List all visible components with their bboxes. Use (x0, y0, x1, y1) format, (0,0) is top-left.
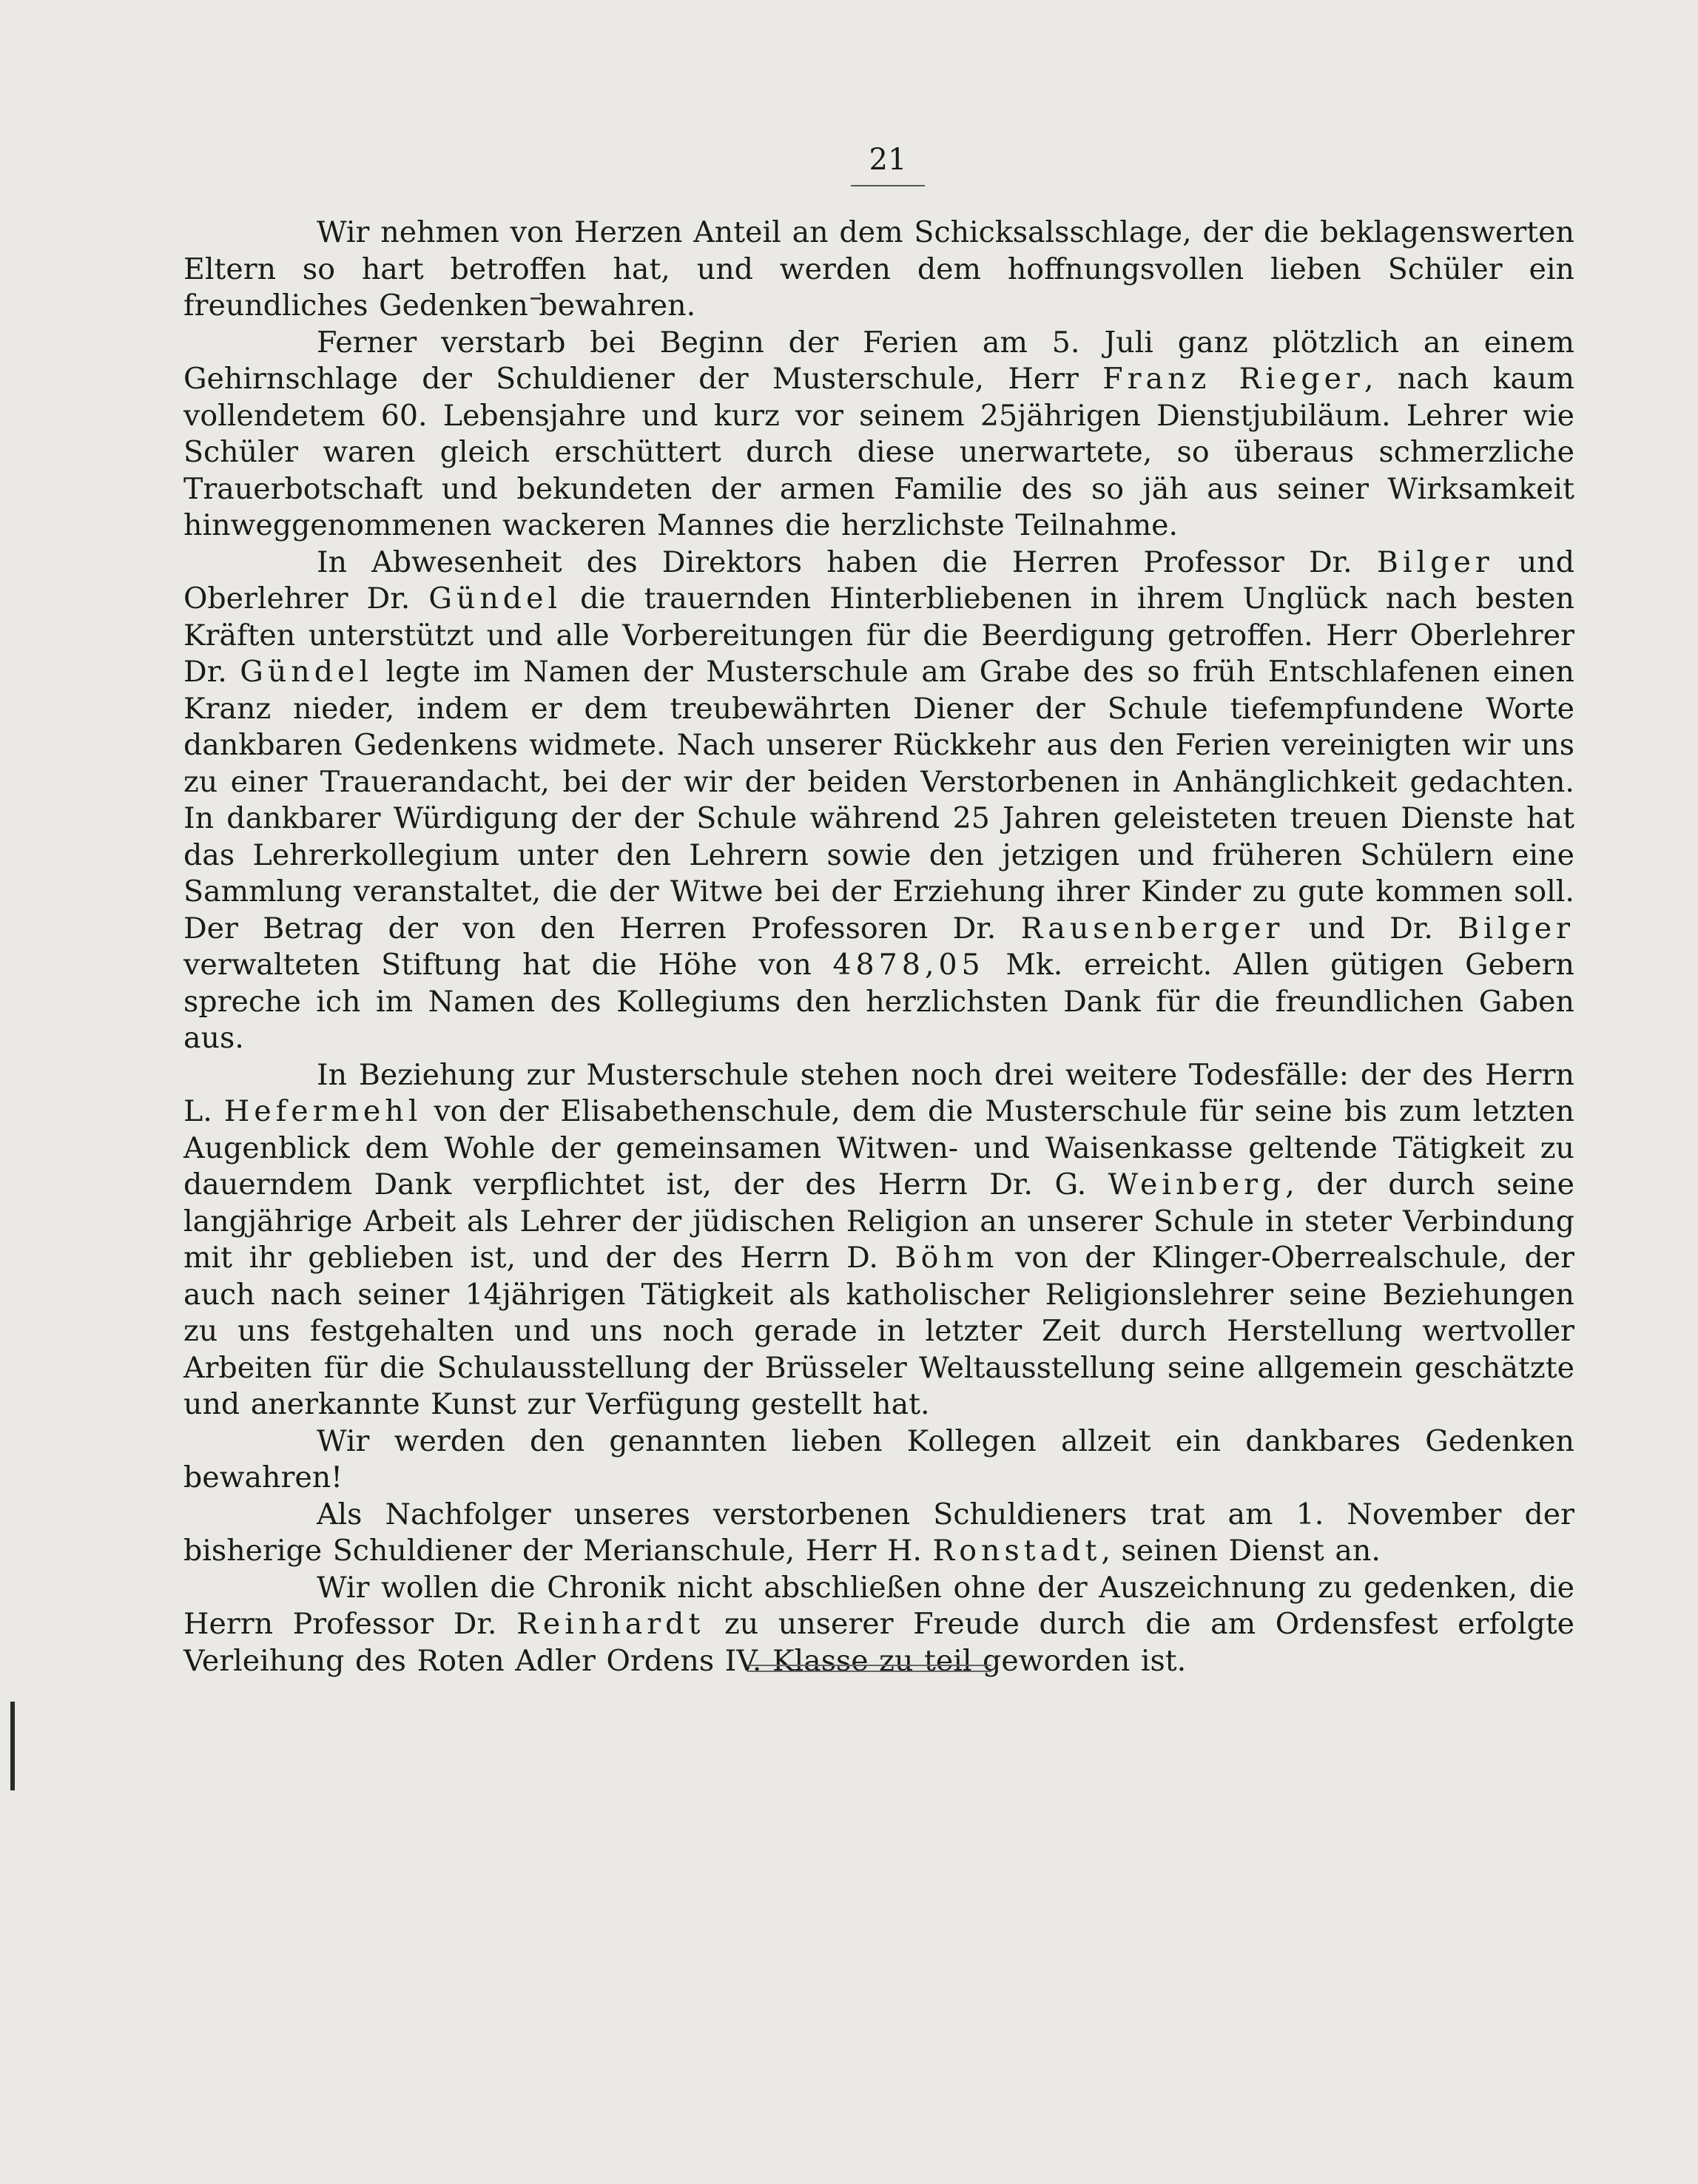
text-run: , seinen Dienst an. (1101, 1534, 1381, 1568)
paragraph (183, 1497, 1574, 1570)
paragraph (183, 1423, 1574, 1497)
person-name: Bilger (1376, 545, 1494, 579)
person-name: Franz Rieger (1102, 362, 1364, 396)
person-name: Ronstadt (932, 1534, 1102, 1568)
text-run: von der Klinger-Oberrealschule, der auch nach seiner 14jährigen Tätigkeit als katholischer Religionslehrer seine Beziehungen zu uns festgehalten und uns noch gerade in letzter Zeit durch Herstellung wertvoller Arbeiten für die Schulausstellung der Brüsseler Weltausstellung seine allgemein geschätzte und anerkannte Kunst zur Verfügung gestellt hat. (183, 1241, 1575, 1421)
text-run: und Dr. (1284, 911, 1458, 946)
text-run: und Oberlehrer Dr. (183, 545, 1574, 616)
text-run: In Abwesenheit des Direktors haben die Herren Professor Dr. (317, 545, 1377, 579)
paragraph (183, 1057, 1574, 1423)
person-name: Hefermehl (223, 1094, 422, 1128)
text-run: Als Nachfolger unseres verstorbenen Schuldieners trat am 1. November der bisherige Schuldiener der Merianschule, Herr H. (183, 1497, 1574, 1568)
text-run: , nach kaum vollendetem 60. Lebensjahre und kurz vor seinem 25jährigen Dienstjubiläum. Lehrer wie Schüler waren gleich erschüttert durch diese unerwartete, so überaus schmerzliche Trauerbotschaft und bekundeten der armen Familie des so jäh aus seiner Wirksamkeit hinweggenommenen wackeren Mannes die herzlichste Teilnahme. (183, 362, 1574, 542)
text-run: Wir werden den genannten lieben Kollegen allzeit ein dankbares Gedenken bewahren! (183, 1423, 1574, 1494)
person-name: Gündel (240, 655, 374, 689)
person-name: Gündel (428, 582, 562, 616)
text-run: zu unserer Freude durch die am Ordensfest erfolgte Verleihung des Roten Adler Ordens IV. Klasse zu teil geworden ist. (183, 1607, 1575, 1678)
text-run: Wir wollen die Chronik nicht abschließen ohne der Auszeichnung zu gedenken, die Herrn Professor Dr. (183, 1570, 1574, 1641)
person-name: Weinberg (1108, 1167, 1286, 1201)
text-run: die trauernden Hinterbliebenen in ihrem Unglück nach besten Kräften unterstützt und alle Vorbereitungen für die Beerdigung getroffen. Herr Oberlehrer Dr. (183, 582, 1574, 689)
text-run: Ferner verstarb bei Beginn der Ferien am 5. Juli ganz plötzlich an einem Gehirnschlage der Schuldiener der Musterschule, Herr (183, 325, 1574, 396)
body-text (183, 215, 1574, 1679)
person-name: Böhm (895, 1241, 999, 1275)
paragraph (183, 545, 1574, 1057)
text-run: legte im Namen der Musterschule am Grabe des so früh Entschlafenen einen Kranz nieder, indem er dem treubewährten Diener der Schule tiefempfundene Worte dankbaren Gedenkens widmete. Nach unserer Rückkehr aus den Ferien vereinigten wir uns zu einer Trauerandacht, bei der wir der beiden Verstorbenen in Anhänglichkeit gedachten. In dankbarer Würdigung der der Schule während 25 Jahren geleisteten treuen Dienste hat das Lehrerkollegium unter den Lehrern sowie den jetzigen und früheren Schülern eine Sammlung veranstaltet, die der Witwe bei der Erziehung ihrer Kinder zu gute kommen soll. Der Betrag der von den Herren Professoren Dr. (183, 655, 1574, 946)
person-name: Reinhardt (516, 1607, 705, 1641)
page-number: 21 (851, 142, 925, 186)
scan-edge-mark (10, 1702, 15, 1790)
text-run: In Beziehung zur Musterschule stehen noch drei weitere Todesfälle: der des Herrn L. (183, 1057, 1574, 1128)
text-run: Wir nehmen von Herzen Anteil an dem Schicksalsschlage, der die beklagenswerten Eltern so hart betroffen hat, und werden dem hoffnungsvollen lieben Schüler ein freundliches Gedenken bewahren. (183, 215, 1574, 323)
text-run: verwalteten Stiftung hat die Höhe von (183, 948, 833, 982)
paragraph (183, 215, 1574, 325)
text-run: von der Elisabethenschule, dem die Musterschule für seine bis zum letzten Augenblick dem Wohle der gemeinsamen Witwen- und Waisenkasse geltende Tätigkeit zu dauerndem Dank verpflichtet ist, der des Herrn Dr. G. (183, 1094, 1574, 1201)
paragraph (183, 1570, 1574, 1680)
person-name: Rausenberger (1020, 911, 1284, 946)
text-run: , der durch seine langjährige Arbeit als Lehrer der jüdischen Religion an unserer Schule in steter Verbindung mit ihr geblieben ist, und der des Herrn D. (183, 1167, 1574, 1275)
paragraph (183, 325, 1574, 545)
text-run: Mk. erreicht. Allen gütigen Gebern spreche ich im Namen des Kollegiums den herzlichsten Dank für die freundlichen Gaben aus. (183, 948, 1574, 1055)
person-name: Bilger (1458, 911, 1574, 946)
section-divider (747, 1665, 991, 1672)
amount: 4878,05 (832, 948, 985, 982)
